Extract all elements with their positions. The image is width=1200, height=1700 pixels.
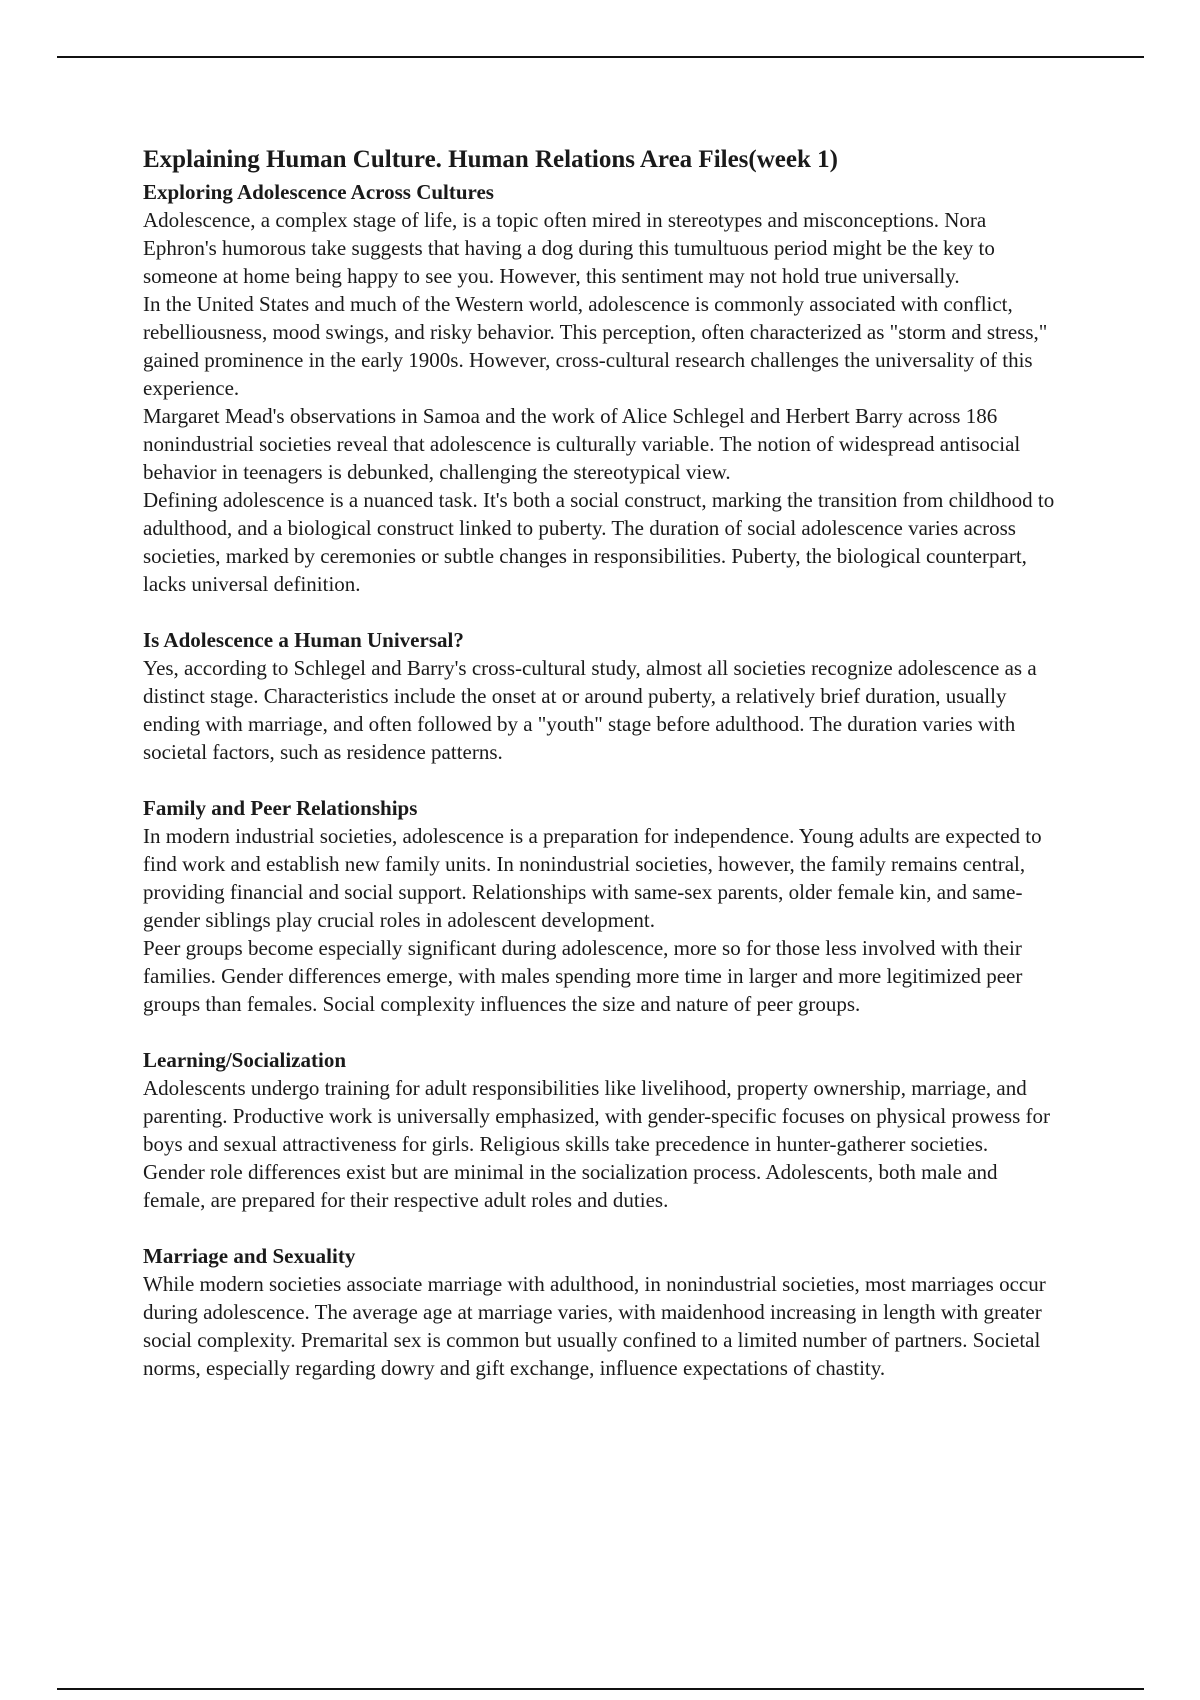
section-paragraph: While modern societies associate marriage with adulthood, in nonindustrial societies, most marriages occur during adolescence. The average age at marriage varies, with maidenhood increasing in length with greater social complexity. Premarital sex is common but usually confined to a limited number of partners. Societal norms, especially regarding dowry and gift exchange, influence expectations of chastity. <box>143 1272 1046 1380</box>
document-title: Explaining Human Culture. Human Relations Area Files(week 1) <box>143 146 838 173</box>
section-paragraph: Gender role differences exist but are minimal in the socialization process. Adolescents, both male and female, are prepared for their respective adult roles and duties. <box>143 1160 998 1212</box>
section-heading-learning-socialization: Learning/Socialization <box>143 1048 347 1072</box>
intro-paragraph: In the United States and much of the Western world, adolescence is commonly associated with conflict, rebelliousness, mood swings, and risky behavior. This perception, often characterized as "storm and stress," gained prominence in the early 1900s. However, cross-cultural research challenges the universality of this experience. <box>143 292 1048 400</box>
section-heading-family-peer: Family and Peer Relationships <box>143 796 418 820</box>
section-paragraph: Yes, according to Schlegel and Barry's cross-cultural study, almost all societies recognize adolescence as a distinct stage. Characteristics include the onset at or around puberty, a relatively brief duration, usually ending with marriage, and often followed by a "youth" stage before adulthood. The duration varies with societal factors, such as residence patterns. <box>143 656 1037 764</box>
section-heading-marriage-sexuality: Marriage and Sexuality <box>143 1244 356 1268</box>
document-subtitle: Exploring Adolescence Across Cultures <box>143 180 494 204</box>
section-paragraph: Adolescents undergo training for adult responsibilities like livelihood, property ownership, marriage, and parenting. Productive work is universally emphasized, with gender-specific focuses on physical prowess for boys and sexual attractiveness for girls. Religious skills take precedence in hunter-gatherer societies. <box>143 1076 1050 1156</box>
document-body <box>143 142 1063 1382</box>
intro-paragraph: Adolescence, a complex stage of life, is a topic often mired in stereotypes and misconceptions. Nora Ephron's humorous take suggests that having a dog during this tumultuous period might be the key to someone at home being happy to see you. However, this sentiment may not hold true universally. <box>143 208 995 288</box>
footer-rule <box>57 1688 1144 1690</box>
section-heading-adolescence-universal: Is Adolescence a Human Universal? <box>143 628 464 652</box>
header-rule <box>57 56 1144 58</box>
intro-paragraph: Margaret Mead's observations in Samoa and the work of Alice Schlegel and Herbert Barry across 186 nonindustrial societies reveal that adolescence is culturally variable. The notion of widespread antisocial behavior in teenagers is debunked, challenging the stereotypical view. <box>143 404 1021 484</box>
section-paragraph: In modern industrial societies, adolescence is a preparation for independence. Young adults are expected to find work and establish new family units. In nonindustrial societies, however, the family remains central, providing financial and social support. Relationships with same-sex parents, older female kin, and same-gender siblings play crucial roles in adolescent development. <box>143 824 1042 932</box>
section-paragraph: Peer groups become especially significant during adolescence, more so for those less involved with their families. Gender differences emerge, with males spending more time in larger and more legitimized peer groups than females. Social complexity influences the size and nature of peer groups. <box>143 936 1023 1016</box>
intro-paragraph: Defining adolescence is a nuanced task. It's both a social construct, marking the transition from childhood to adulthood, and a biological construct linked to puberty. The duration of social adolescence varies across societies, marked by ceremonies or subtle changes in responsibilities. Puberty, the biological counterpart, lacks universal definition. <box>143 488 1055 596</box>
